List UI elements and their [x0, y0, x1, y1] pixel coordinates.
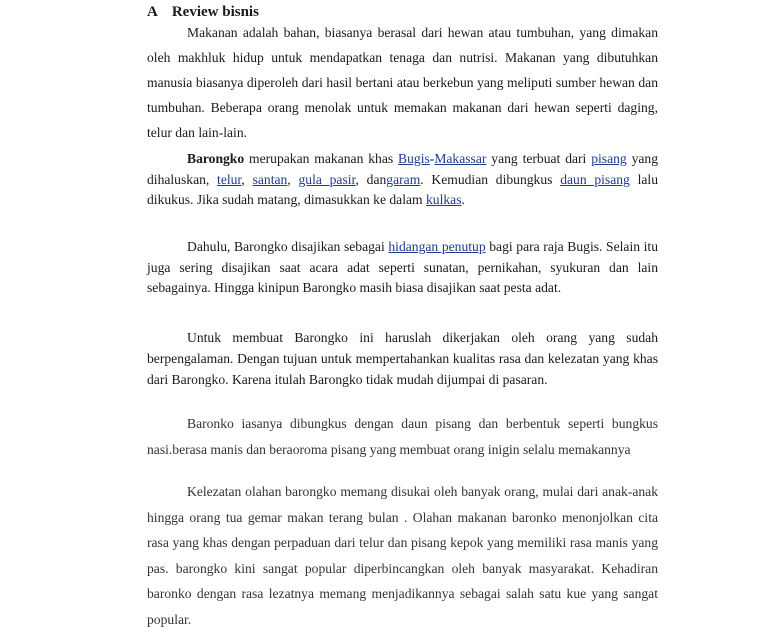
paragraph-text: Untuk membuat Barongko ini haruslah dikerjakan oleh orang yang sudah berpengalaman. Dengan tujuan untuk mempertahankan kualitas rasa dan kelezatan yang khas dari Barongko. Karena itulah Barongko tidak mudah dijumpai di pasaran.	[147, 330, 658, 387]
paragraph-dibungkus	[147, 411, 658, 463]
paragraph-text: Kelezatan olahan barongko memang disukai oleh banyak orang, mulai dari anak-anak hingga orang tua gemar makan terang bulan . Olahan makanan baronko menonjolkan cita rasa yang khas dengan perpaduan dari telur dan pisang kepok yang memiliki rasa manis yang pas. barongko kini sangat popular diperbincangkan oleh banyak masyarakat. Kehadiran baronko dengan rasa lezatnya memang menjadikannya sebagai salah satu kue yang sangat popular.	[147, 484, 658, 627]
section-title: Review bisnis	[171, 4, 259, 20]
link-bugis[interactable]: Bugis	[398, 151, 430, 166]
paragraph-text: Makanan adalah bahan, biasanya berasal dari hewan atau tumbuhan, yang dimakan oleh makhluk hidup untuk mendapatkan tenaga dan nutrisi. Makanan yang dibutuhkan manusia biasanya diperoleh dari hasil bertani atau berkebun yang meliputi sumber hewan dan tumbuhan. Beberapa orang menolak untuk memakan makanan dari hewan seperti daging, telur dan lain-lain.	[147, 25, 658, 140]
section-heading	[147, 4, 259, 21]
link-hidangan-penutup[interactable]: hidangan penutup	[388, 239, 486, 254]
paragraph-dahulu: Dahulu, Barongko disajikan sebagai hidangan penutup bagi para raja Bugis. Selain itu juga sering disajikan saat acara adat seperti sunatan, pernikahan, syukuran dan lain sebagainya. Hingga kinipun Barongko masih biasa disajikan saat pesta adat.	[147, 239, 658, 295]
link-kulkas[interactable]: kulkas	[426, 192, 462, 207]
link-gula-pasir[interactable]: gula pasir	[298, 171, 356, 187]
link-garam[interactable]: garam	[386, 171, 421, 187]
paragraph-text: Baronko iasanya dibungkus dengan daun pisang dan berbentuk seperti bungkus nasi.berasa manis dan beraoroma pisang yang membuat orang inigin selalu memakannya	[147, 416, 658, 457]
link-makassar[interactable]: Makassar	[434, 151, 487, 166]
term-barongko: Barongko	[187, 151, 245, 166]
link-daun-pisang[interactable]: daun pisang	[560, 171, 630, 187]
link-pisang[interactable]: pisang	[591, 151, 627, 166]
link-telur[interactable]: telur	[217, 171, 242, 187]
section-letter: A	[147, 4, 158, 20]
paragraph-kelezatan	[147, 479, 658, 632]
link-santan[interactable]: santan	[252, 171, 288, 187]
paragraph-membuat	[147, 327, 658, 390]
paragraph-makanan	[147, 20, 658, 145]
paragraph-barongko: Barongko merupakan makanan khas Bugis-Makassar yang terbuat dari pisang yang dihaluskan, telur, santan, gula pasir, dangaram. Kemudian dibungkus daun pisang lalu dikukus. Jika sudah matang, dimasukkan ke dalam kulkas.	[147, 151, 658, 207]
